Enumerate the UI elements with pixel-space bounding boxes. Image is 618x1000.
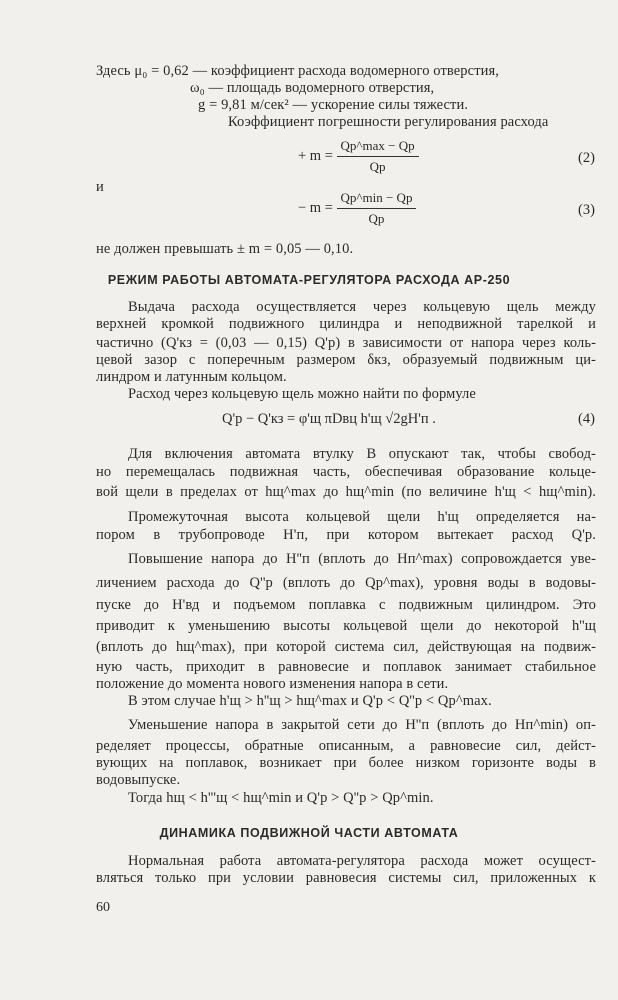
fraction-numerator: Qр^max − Qр (340, 138, 415, 153)
text-line: линдром и латунным кольцом. (96, 369, 287, 385)
text-line: Здесь μ₀ = 0,62 — коэффициент расхода водомерного отверстия, (96, 63, 499, 79)
text-line: частично (Q'кз = (0,03 — 0,15) Q'р) в зависимости от напора через коль- (96, 335, 596, 351)
fraction-denominator: Qр (337, 208, 417, 227)
text-line: положение до момента нового изменения напора в сети. (96, 676, 449, 692)
text-line: ную часть, приходит в равновесие и поплавок занимает стабильное (96, 659, 596, 675)
text-line: Уменьшение напора в закрытой сети до H''п (вплоть до Hп^min) оп- (128, 717, 596, 733)
fraction (337, 190, 417, 227)
text-line: не должен превышать ± m = 0,05 — 0,10. (96, 241, 354, 257)
text-line: Нормальная работа автомата-регулятора расхода может осущест- (128, 853, 596, 869)
text-line: личением расхода до Q''р (вплоть до Qр^max), уровня воды в водовы- (96, 575, 596, 591)
text-line: приводит к уменьшению высоты кольцевой щели до некоторой h''щ (96, 618, 596, 634)
text-line: (вплоть до hщ^max), при которой система сил, действующая на подвиж- (96, 639, 596, 655)
fraction-denominator: Qр (337, 156, 419, 175)
equation-number: (3) (578, 202, 595, 218)
text-line: Выдача расхода осуществляется через кольцевую щель между (128, 299, 596, 315)
page-number: 60 (96, 900, 110, 915)
text-line: и (96, 179, 104, 195)
equation-left: − m = (298, 199, 333, 216)
equation-3 (298, 190, 416, 227)
text-line: Повышение напора до H''п (вплоть до Hп^max) сопровождается уве- (128, 551, 596, 567)
text-line: Коэффициент погрешности регулирования расхода (228, 114, 549, 130)
text-line: водовыпуске. (96, 772, 181, 788)
text-line: Расход через кольцевую щель можно найти по формуле (128, 386, 476, 402)
equation-2 (298, 138, 419, 175)
equation-left: + m = (298, 147, 333, 164)
text-line: ределяет процессы, обратные описанным, а равновесие сил, дейст- (96, 738, 596, 754)
text-line: g = 9,81 м/сек² — ускорение силы тяжести. (198, 97, 469, 113)
text-line: вующих на поплавок, возникает при более низком горизонте воды в (96, 755, 596, 771)
text-line: но перемещалась подвижная часть, обеспечивая образование кольце- (96, 464, 596, 480)
text-line: Для включения автомата втулку В опускают так, чтобы свобод- (128, 446, 596, 462)
text-line: В этом случае h'щ > h''щ > hщ^max и Q'р < Q''р < Qр^max. (128, 693, 492, 709)
text-line: цевой зазор с поперечным размером δкз, образуемый подвижным ци- (96, 352, 596, 368)
text-line: вой щели в пределах от hщ^max до hщ^min (по величине h'щ < hщ^min). (96, 484, 596, 500)
section-heading: ДИНАМИКА ПОДВИЖНОЙ ЧАСТИ АВТОМАТА (159, 826, 459, 840)
equation-4: Q'р − Q'кз = φ'щ πDвц h'щ √2gH'п . (222, 411, 436, 427)
fraction-numerator: Qр^min − Qр (340, 190, 413, 205)
text-line: пором в трубопроводе H'п, при котором вытекает расход Q'р. (96, 527, 596, 543)
equation-number: (2) (578, 150, 595, 166)
text-line: ω₀ — площадь водомерного отверстия, (190, 80, 435, 96)
text-line: пуске до H'вд и подъемом поплавка с подвижным цилиндром. Это (96, 597, 596, 613)
fraction (337, 138, 419, 175)
text-line: Промежуточная высота кольцевой щели h'щ определяется на- (128, 509, 596, 525)
section-heading: РЕЖИМ РАБОТЫ АВТОМАТА-РЕГУЛЯТОРА РАСХОДА АР-250 (107, 273, 511, 287)
equation-number: (4) (578, 411, 595, 427)
text-line: Тогда hщ < h'''щ < hщ^min и Q'р > Q''р > Qр^min. (128, 790, 434, 806)
text-line: вляться только при условии равновесия системы сил, приложенных к (96, 870, 596, 886)
text-line: верхней кромкой подвижного цилиндра и неподвижной тарелкой и (96, 316, 596, 332)
